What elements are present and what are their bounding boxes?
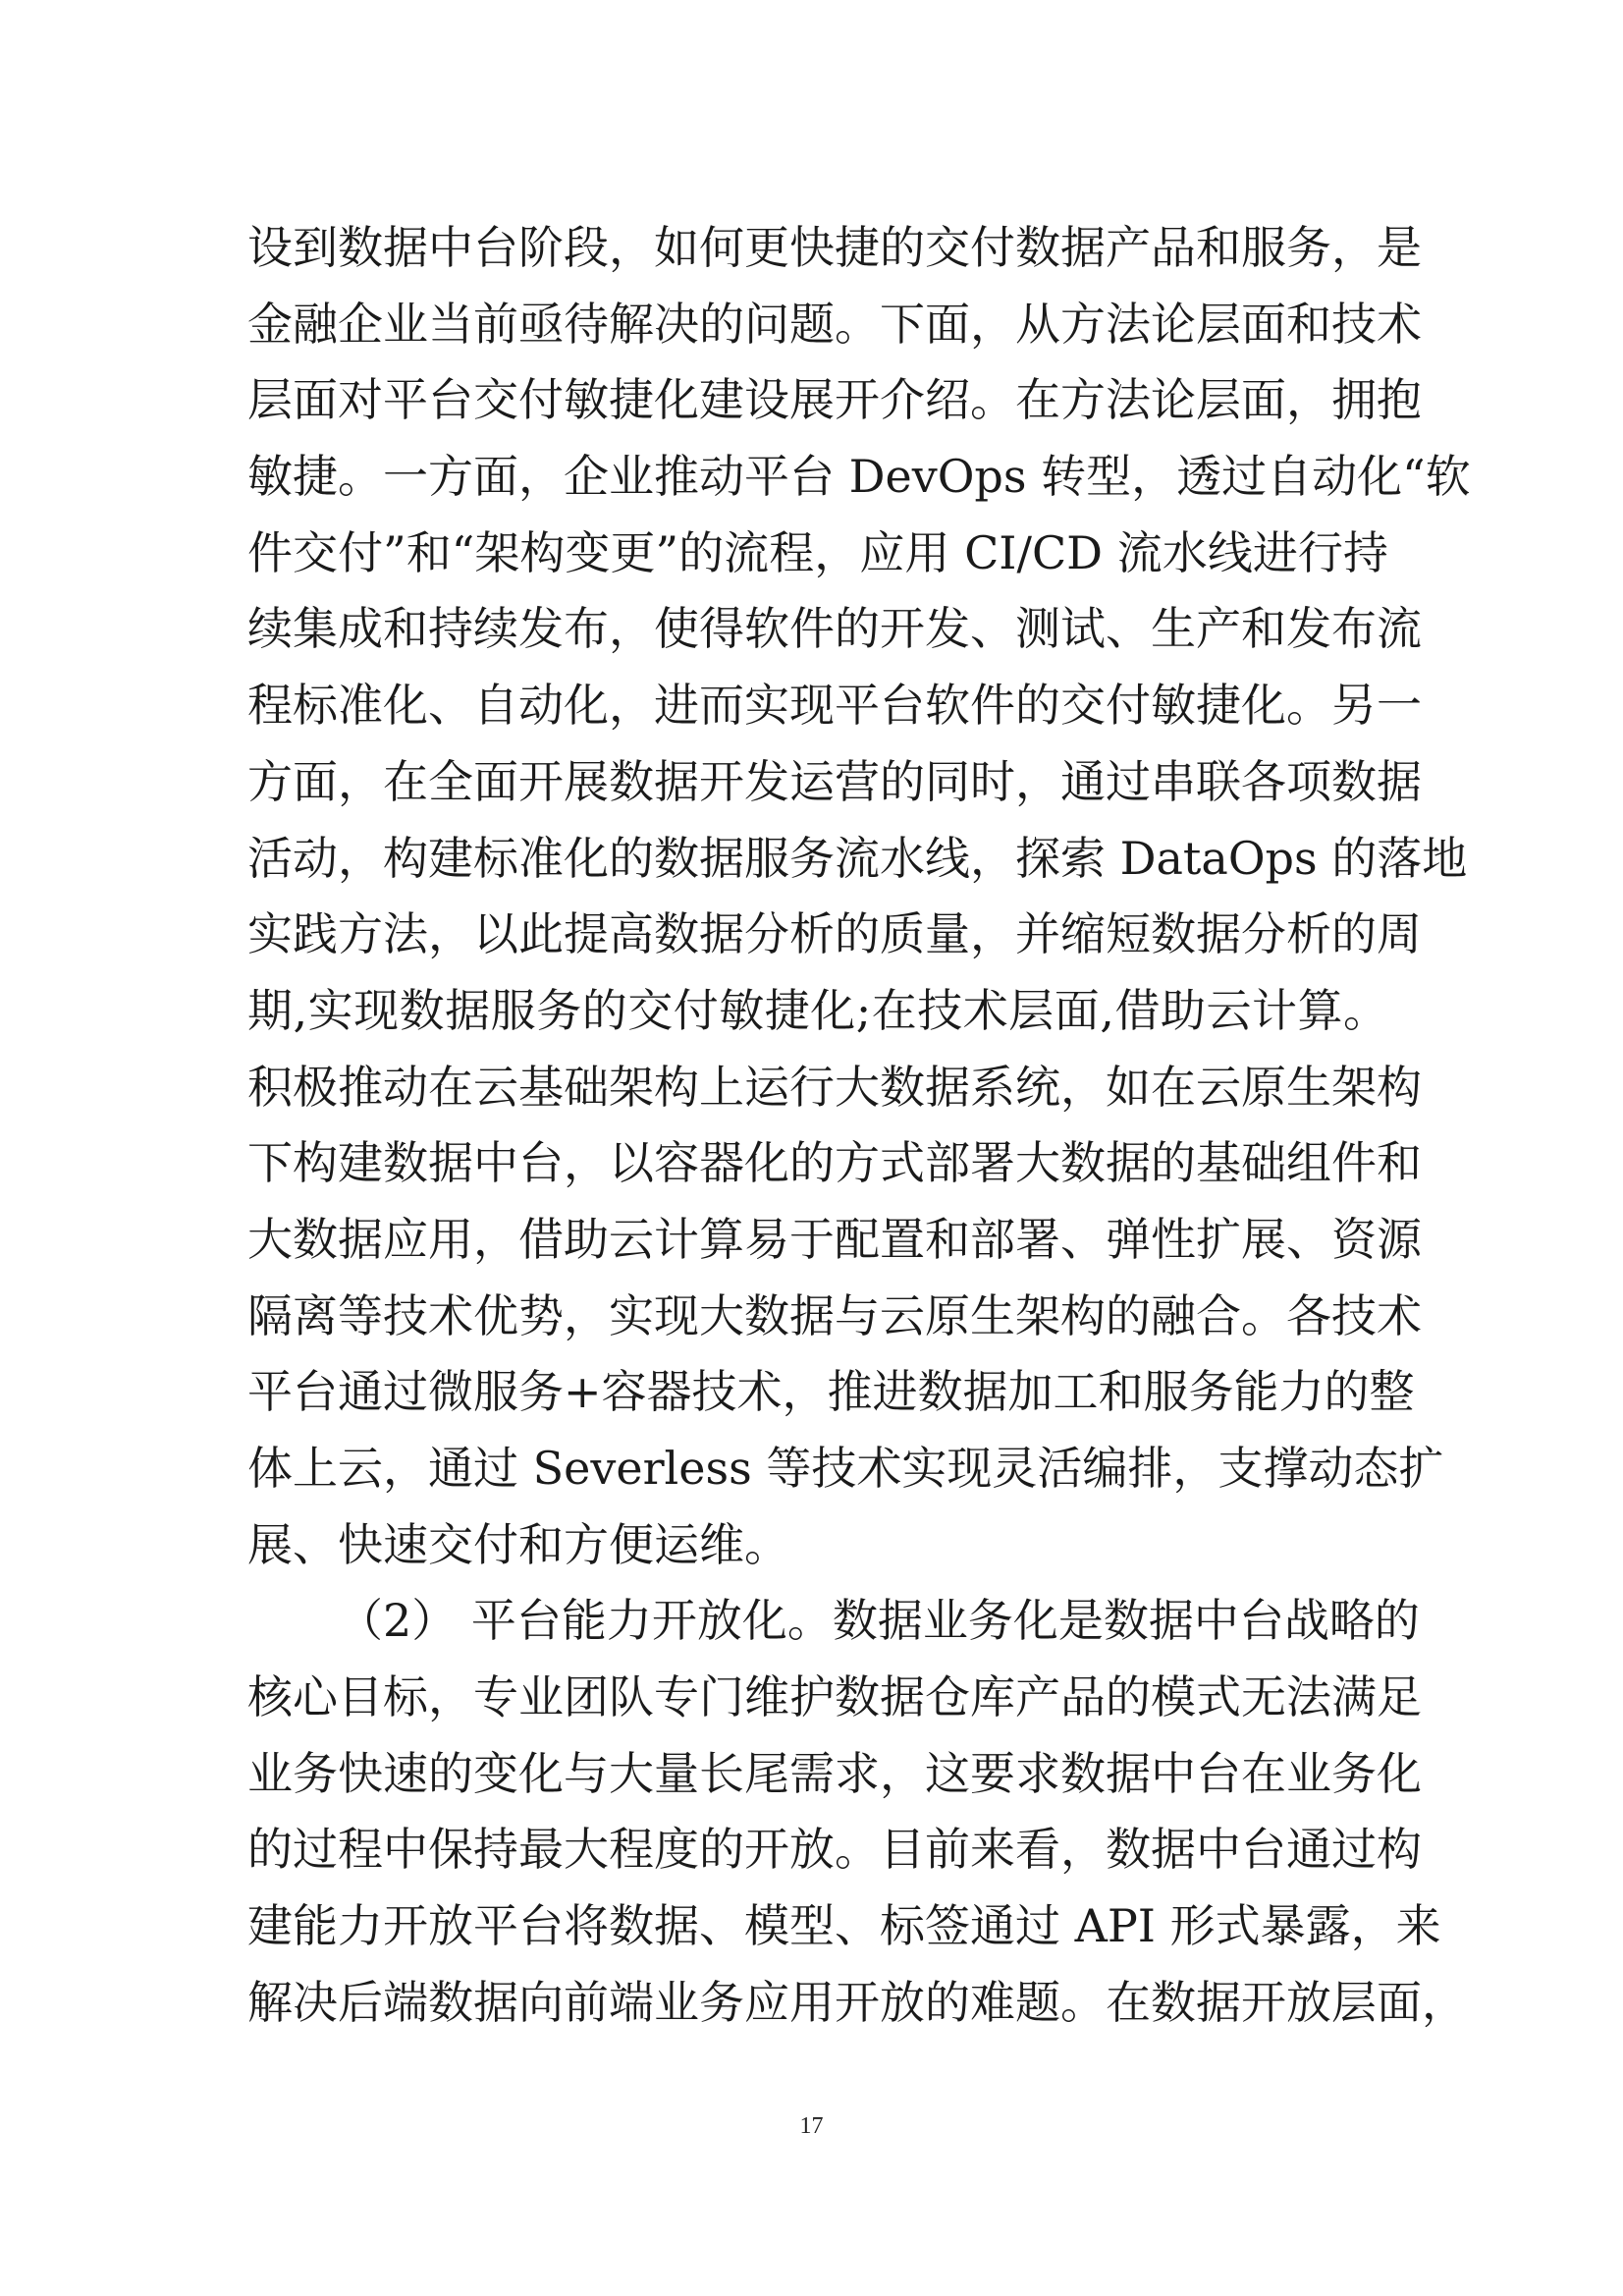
text-line: 活动，构建标准化的数据服务流水线，探索 DataOps 的落地: [247, 831, 1468, 885]
text-line: 核心目标，专业团队专门维护数据仓库产品的模式无法满足: [247, 1670, 1422, 1724]
text-line: 金融企业当前亟待解决的问题。下面，从方法论层面和技术: [247, 297, 1422, 351]
text-line: 平台通过微服务+容器技术，推进数据加工和服务能力的整: [247, 1365, 1415, 1419]
text-line: 积极推动在云基础架构上运行大数据系统，如在云原生架构: [247, 1060, 1422, 1114]
text-line: 层面对平台交付敏捷化建设展开介绍。在方法论层面，拥抱: [247, 373, 1422, 427]
text-line: 的过程中保持最大程度的开放。目前来看，数据中台通过构: [247, 1823, 1422, 1877]
text-line: 方面，在全面开展数据开发运营的同时，通过串联各项数据: [247, 754, 1422, 808]
text-line: 体上云，通过 Severless 等技术实现灵活编排，支撑动态扩: [247, 1442, 1444, 1495]
text-line: 大数据应用，借助云计算易于配置和部署、弹性扩展、资源: [247, 1212, 1422, 1266]
text-line: 敏捷。一方面，企业推动平台 DevOps 转型，透过自动化“软: [247, 450, 1471, 504]
text-line: 下构建数据中台，以容器化的方式部署大数据的基础组件和: [247, 1136, 1422, 1190]
section-heading-line: （2） 平台能力开放化。数据业务化是数据中台战略的: [338, 1594, 1420, 1648]
page-number: 17: [799, 2113, 824, 2139]
text-line: 隔离等技术优势，实现大数据与云原生架构的融合。各技术: [247, 1288, 1422, 1342]
text-line: 解决后端数据向前端业务应用开放的难题。在数据开放层面，: [247, 1975, 1467, 2029]
text-line: 业务快速的变化与大量长尾需求，这要求数据中台在业务化: [247, 1746, 1422, 1800]
text-line: 期,实现数据服务的交付敏捷化;在技术层面,借助云计算。: [247, 983, 1388, 1037]
text-line: 设到数据中台阶段，如何更快捷的交付数据产品和服务，是: [247, 221, 1422, 274]
body-text: [247, 210, 1471, 2042]
text-line: 续集成和持续发布，使得软件的开发、测试、生产和发布流: [247, 602, 1422, 656]
text-line: 建能力开放平台将数据、模型、标签通过 API 形式暴露，来: [247, 1899, 1441, 1953]
text-line: 程标准化、自动化，进而实现平台软件的交付敏捷化。另一: [247, 679, 1422, 733]
text-line: 实践方法，以此提高数据分析的质量，并缩短数据分析的周: [247, 907, 1422, 961]
text-line: 展、快速交付和方便运维。: [247, 1517, 789, 1571]
text-line: 件交付”和“架构变更”的流程，应用 CI/CD 流水线进行持: [247, 525, 1388, 579]
